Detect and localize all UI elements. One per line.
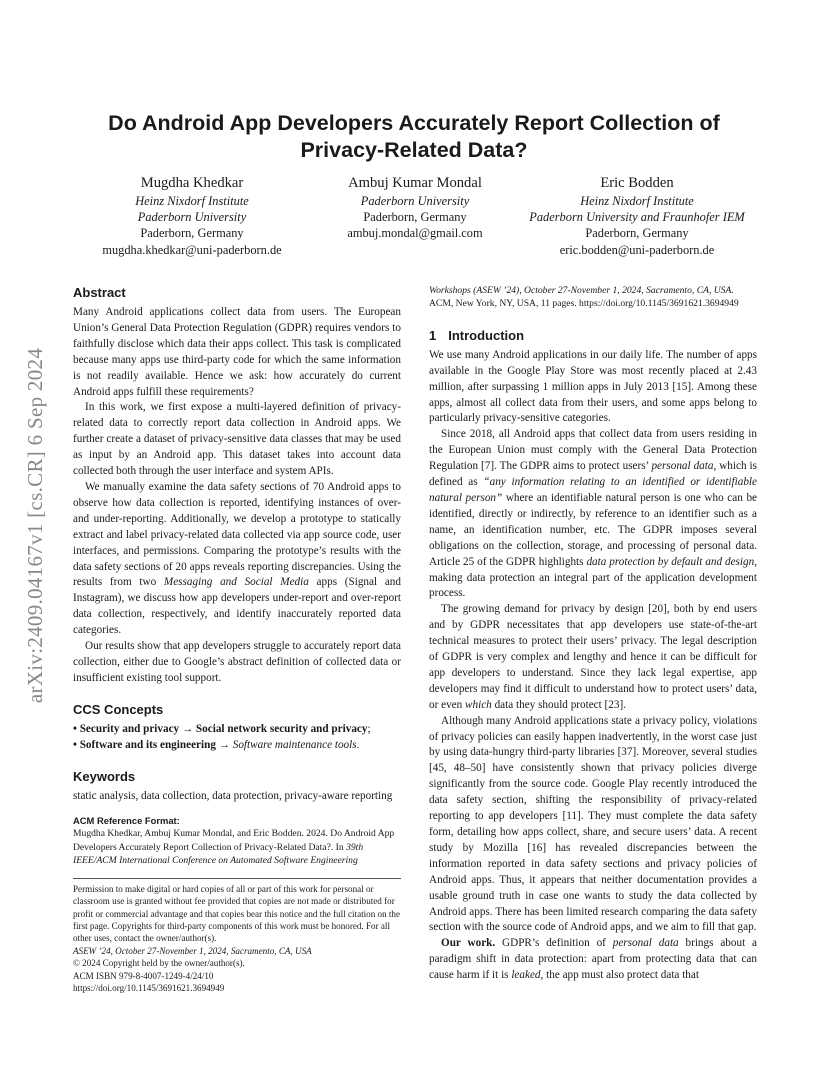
author-affiliation: Paderborn University and Fraunhofer IEM xyxy=(529,210,745,225)
abstract-paragraph: Many Android applications collect data from users. The European Union’s General Data Protection Regulation (GDPR) requires vendors to faithfully disclose which data their apps collect. This task is complicated because many apps use third-party code for which the same information is not readily available. Hence we ask: how accurately do current Android apps fulfill these requirements? xyxy=(73,306,401,398)
acm-reference-heading: ACM Reference Format: xyxy=(73,815,180,827)
author-block-1 xyxy=(80,174,304,258)
abstract-heading: Abstract xyxy=(73,285,126,300)
ccs-concept: • Software and its engineering → Software maintenance tools. xyxy=(73,738,360,751)
author-affiliation: Paderborn University xyxy=(137,210,247,225)
author-name: Ambuj Kumar Mondal xyxy=(348,175,482,191)
author-affiliation: Heinz Nixdorf Institute xyxy=(135,194,249,208)
isbn-line: ACM ISBN 979-8-4007-1249-4/24/10 xyxy=(73,970,214,981)
keywords-heading: Keywords xyxy=(73,768,136,784)
keywords-text: static analysis, data collection, data protection, privacy-aware reporting xyxy=(73,789,393,802)
paper-title: Do Android App Developers Accurately Report Collection of Privacy-Related Data? xyxy=(108,111,720,162)
ccs-heading: CCS Concepts xyxy=(73,701,164,717)
body-paragraph: Since 2018, all Android apps that collect data from users residing in the European Union must comply with the General Data Protection Regulation [7]. The GDPR aims to protect users’ personal data, which is defined as “any information relating to an identified or identifiable natural person” where an identifiable natural person is one who can be identified, directly or indirectly, by reference to an identifier such as a name, an identification number, etc. The GDPR imposes several obligations on the collection, storage, and processing of personal data. Article 25 of the GDPR highlights data protection by default and design, making data protection an integral part of the application development process. xyxy=(429,428,758,600)
abstract-paragraph: We manually examine the data safety sections of 70 Android apps to observe how data collection is reported, identifying instances of over- and under-reporting. Additionally, we develop a prototype to statically extract and label privacy-related data collected via app source code, user interfaces, and permissions. Comparing the prototype’s results with the data safety sections of 20 apps reveals reporting discrepancies. Using the results from two Messaging and Social Media apps (Signal and Instagram), we discuss how app developers under-report and over-report data collection, respectively, and identify inaccurately reported data categories. xyxy=(73,480,401,637)
acm-reference-continuation: Workshops (ASEW ’24), October 27-November 1, 2024, Sacramento, CA, USA. ACM, New York, NY, USA, 11 pages. https://doi.org/10.1145/3691621.3694949 xyxy=(429,285,739,310)
body-paragraph: Although many Android applications state a privacy policy, violations of privacy policies can easily happen inadvertently, in the worst case just by using data-hungry third-party libraries [37]. Moreover, several studies [45, 48–50] have consistently shown that privacy policies diverge significantly from the source code. Google Play recently introduced the data safety section, shifting the responsibility of privacy-related reporting to app developers [11]. They must complete the data safety form, detailing how apps collect, share, and secure users’ data. A recent study by Mozilla [16] has revealed discrepancies between the information reported in data safety sections and privacy policies of Android apps. Thus, it appears that neither documentation provides a usable ground truth in case one wants to study the data collected by Android apps. There has been limited research comparing the data safety section with the source code of Android apps, and we aim to fill that gap. xyxy=(429,714,757,934)
arxiv-identifier-stamp xyxy=(18,290,54,760)
author-block-2 xyxy=(310,174,520,242)
body-paragraph: Our work. GDPR’s definition of personal data brings about a paradigm shift in data protection: apart from protecting data that can cause harm if it is leaked, the app must also protect data that xyxy=(429,937,758,982)
arxiv-identifier-text: arXiv:2409.04167v1 [cs.CR] 6 Sep 2024 xyxy=(23,347,48,703)
author-email[interactable]: mugdha.khedkar@uni-paderborn.de xyxy=(102,242,282,257)
copyright-footnote xyxy=(73,878,401,995)
ccs-concept: • Security and privacy → Social network security and privacy; xyxy=(73,722,371,735)
abstract-paragraph: In this work, we first expose a multi-layered definition of privacy-related data to correctly report data collection in Android apps. We further create a dataset of privacy-sensitive data classes that may be used as input by an Android app. This dataset takes into account data collected both through the user interface and system APIs. xyxy=(73,401,401,478)
emphasis: Messaging and Social Media xyxy=(163,576,309,589)
author-location: Paderborn, Germany xyxy=(363,210,467,225)
right-column xyxy=(429,284,757,984)
doi-link[interactable]: https://doi.org/10.1145/3691621.3694949 xyxy=(73,982,225,993)
paragraph-lead: Our work. xyxy=(441,937,496,950)
author-email[interactable]: ambuj.mondal@gmail.com xyxy=(347,226,483,241)
author-affiliation: Heinz Nixdorf Institute xyxy=(580,194,694,208)
author-location: Paderborn, Germany xyxy=(585,226,689,241)
author-location: Paderborn, Germany xyxy=(140,226,244,241)
author-email[interactable]: eric.bodden@uni-paderborn.de xyxy=(559,242,715,257)
author-name: Eric Bodden xyxy=(600,175,674,191)
left-column xyxy=(73,284,401,994)
author-name: Mugdha Khedkar xyxy=(140,175,244,191)
section-heading-introduction: 1 Introduction xyxy=(429,327,525,343)
body-paragraph: We use many Android applications in our daily life. The number of apps available in the Google Play Store was most recently placed at 2.43 million, after surpassing 1 million apps in July 2013 [15]. Among these apps, almost all collect data from their users, and some apps belong to particularly privacy-sensitive categories. xyxy=(429,348,757,425)
copyright-line: © 2024 Copyright held by the owner/author(s). xyxy=(73,958,245,969)
acm-reference-text: Mugdha Khedkar, Ambuj Kumar Mondal, and Eric Bodden. 2024. Do Android App Developers Accurately Report Collection of Privacy-Related Data?. In 39th IEEE/ACM International Conference on Automated Software Engineering xyxy=(73,828,395,867)
author-block-3 xyxy=(528,174,746,258)
acm-reference xyxy=(73,814,401,867)
body-paragraph: The growing demand for privacy by design [20], both by end users and by GDPR necessitates that app developers use state-of-the-art technical measures to protect their users’ privacy. The legal description of GDPR is very complex and lengthy and hence it can be difficult for app developers to understand. Since they lack legal expertise, app developers may find it difficult to understand how to protect users’ data, or even which data they should protect [23]. xyxy=(429,603,757,711)
permission-notice: Permission to make digital or hard copies of all or part of this work for personal or classroom use is granted without fee provided that copies are not made or distributed for profit or commercial advantage and that copies bear this notice and the full citation on the first page. Copyrights for third-party components of this work must be honored. For all other uses, contact the owner/author(s). xyxy=(73,883,401,944)
venue-line: ASEW ’24, October 27-November 1, 2024, Sacramento, CA, USA xyxy=(73,945,312,956)
author-affiliation: Paderborn University xyxy=(360,194,470,208)
abstract-paragraph: Our results show that app developers struggle to accurately report data collection, either due to Google’s abstract definition of collected data or insufficient existing tool support. xyxy=(73,640,401,684)
